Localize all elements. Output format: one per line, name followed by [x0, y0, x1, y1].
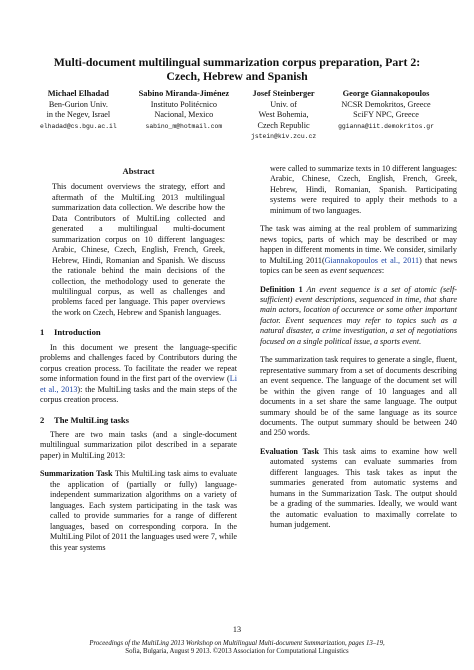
- abstract-text: This document overviews the strategy, effort and aftermath of the MultiLing 2013 multilingual summarization data collection. We describe how the Data Contributors of MultiLing collected and generated a multilingual multi-document summarization corpus on 10 different languages: Arabic, Chinese, Czech, English, French, Greek, Hebrew, Hindi, Romanian and Spanish. We discuss the rationale behind the main decisions of the collection, the methodology used to generate the multilingual corpus, as well as challenges and problems faced per language. This paper overviews the work on Czech, Hebrew and Spanish languages.: [52, 182, 225, 317]
- author-name: Michael Elhadad: [47, 89, 109, 98]
- author-affiliation: Univ. of: [270, 99, 297, 109]
- page-number: 13: [232, 625, 242, 634]
- author-3: [251, 89, 316, 142]
- author-block: [40, 89, 434, 142]
- evaluation-task-item: [260, 447, 457, 531]
- section-title: The MultiLing tasks: [54, 414, 129, 425]
- citation-link[interactable]: Giannakopoulos et al., 2011: [324, 255, 420, 265]
- tasks-paragraph: There are two main tasks (and a single-document multilingual summarization pilot described in a separate paper) in MultiLing 2013:: [40, 429, 237, 460]
- author-4: [338, 89, 434, 142]
- author-1: [40, 89, 117, 142]
- author-email: sabino_m@hotmail.com: [145, 122, 223, 130]
- section-title: Introduction: [54, 327, 101, 338]
- author-affiliation: West Bohemia,: [258, 110, 309, 120]
- introduction-paragraph: In this document we present the language-specific problems and challenges faced by Contributors during the corpus creation process. To facilitate the reader we repeat some information found in the first part of the overview (Li et al., 2013): the MultiLing tasks and the main steps of the corpus creation process.: [40, 342, 237, 405]
- author-name: Josef Steinberger: [252, 89, 315, 98]
- evaluation-task-text: This task aims to examine how well automated systems can evaluate summaries from different languages. This task takes as input the summaries generated from automatic systems and humans in the Summarization Task. The output should be a grading of the summaries. Ideally, we would want the automatic evaluation to maximally correlate to human judgement.: [270, 446, 458, 530]
- author-email: ggianna@iit.demokritos.gr: [338, 122, 434, 130]
- definition-text: An event sequence is a set of atomic (self-sufficient) event descriptions, sequenced in time, that share main actors, location of occurence or some other important factor. Event sequences may refer to topics such as a natural disaster, a crime investigation, a set of negotiations focused on a single political issue, a sports event.: [260, 284, 457, 346]
- right-column: [260, 164, 457, 531]
- paper-title: [40, 55, 434, 83]
- author-affiliation: Ben-Gurion Univ.: [48, 99, 108, 109]
- author-name: George Giannakopoulos: [342, 89, 430, 98]
- summarization-requirements-paragraph: The summarization task requires to generate a single, fluent, representative summary from a set of documents describing an event sequence. The language of the document set will be within the given range of 10 languages and all documents in a set share the same language. The output summary should be of the same language as its source documents. The output summary should be between 240 and 250 words.: [260, 355, 457, 438]
- event-paragraph: The task was aiming at the real problem of summarizing news topics, parts of which may be described or may happen in different moments in time. We consider, similarly to MultiLing 2011(Giannakopoulos et al., 2011) that news topics can be seen as event sequences:: [260, 224, 457, 276]
- summarization-task-text: This MultiLing task aims to evaluate the application of (partially or fully) language-independent summarization algorithms on a variety of languages. Each system participating in the task was called to provide summaries for a range of different languages, based on corresponding corpora. In the MultiLing Pilot of 2011 the languages used were 7, while this year systems: [50, 469, 238, 552]
- author-affiliation: Instituto Politécnico: [150, 99, 217, 109]
- definition-label: Definition 1: [260, 284, 303, 294]
- author-affiliation: in the Negev, Israel: [46, 110, 111, 120]
- title-line-2: Czech, Hebrew and Spanish: [166, 69, 308, 83]
- proceedings-footer: [40, 640, 434, 657]
- footer-line-2: Sofia, Bulgaria, August 9 2013. ©2013 Association for Computational Linguistics: [125, 648, 349, 656]
- author-affiliation: SciFY NPC, Greece: [353, 110, 419, 120]
- abstract-heading: Abstract: [122, 166, 155, 176]
- author-email: jstein@kiv.zcu.cz: [250, 133, 317, 141]
- author-affiliation: Nacional, Mexico: [154, 110, 214, 120]
- summarization-task-item: [40, 469, 237, 553]
- citation-link[interactable]: Li et al., 2013: [40, 374, 237, 394]
- definition-block: [260, 285, 457, 348]
- author-2: [139, 89, 230, 142]
- author-email: elhadad@cs.bgu.ac.il: [40, 122, 117, 130]
- section-heading-introduction: [40, 327, 237, 337]
- author-name: Sabino Miranda-Jiménez: [138, 89, 230, 98]
- summarization-task-continued: were called to summarize texts in 10 different languages: Arabic, Chinese, Czech, English, French, Greek, Hebrew, Hindi, Romanian, Spanish. Participating systems were required to apply their methods to a minimum of two languages.: [270, 164, 457, 215]
- title-line-1: Multi-document multilingual summarization corpus preparation, Part 2:: [53, 55, 421, 69]
- author-affiliation: Czech Republic: [257, 120, 310, 130]
- evaluation-task-label: Evaluation Task: [260, 446, 319, 456]
- summarization-task-label: Summarization Task: [40, 469, 113, 479]
- footer-line-1: Proceedings of the MultiLing 2013 Workshop on Multilingual Multi-document Summarization, pages 13–19,: [89, 640, 385, 647]
- section-heading-tasks: [40, 415, 237, 425]
- section-number: 1: [40, 327, 45, 338]
- left-column: [40, 164, 237, 553]
- author-affiliation: NCSR Demokritos, Greece: [341, 99, 431, 109]
- section-number: 2: [40, 414, 45, 425]
